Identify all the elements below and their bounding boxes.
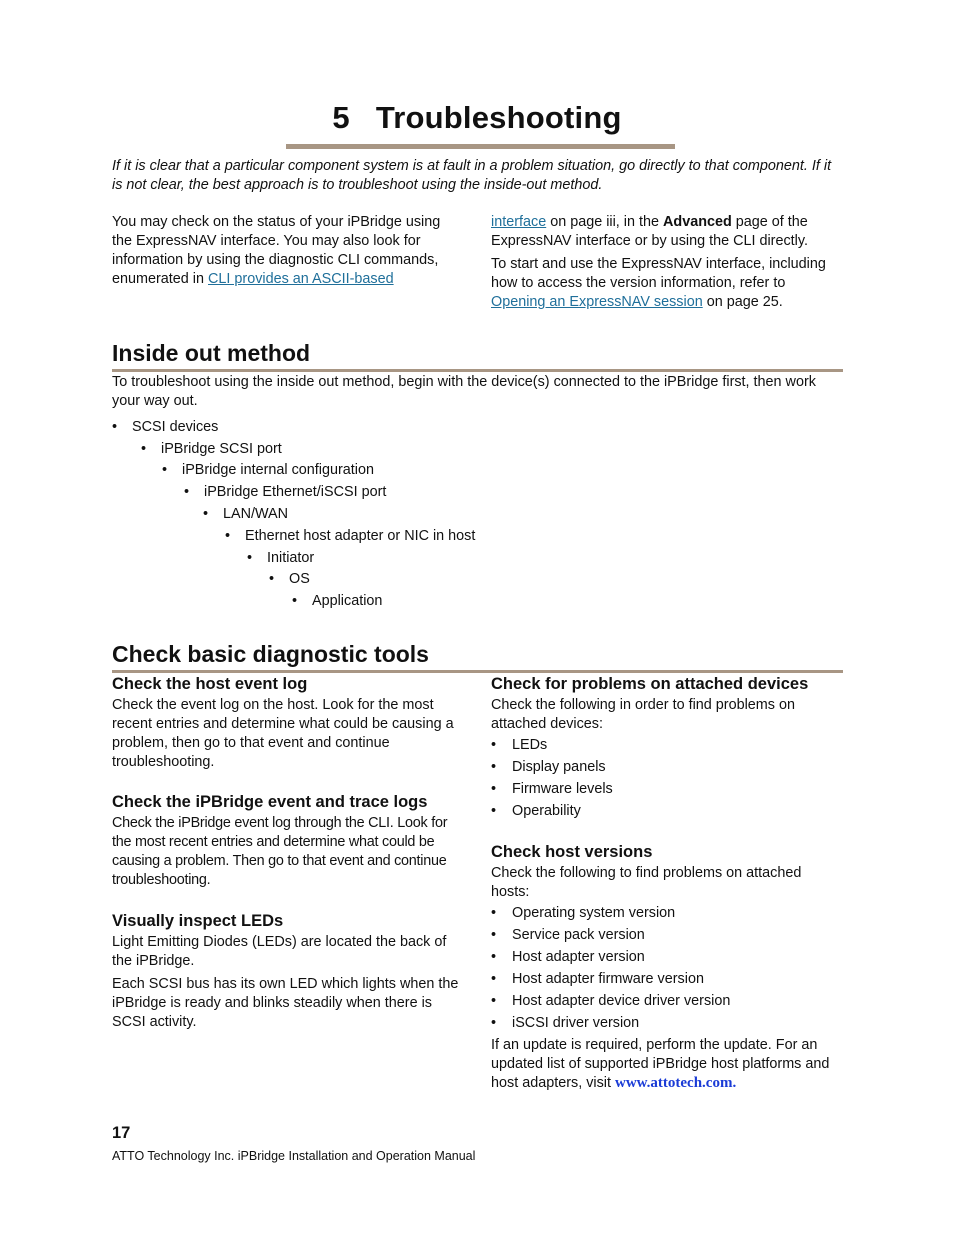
list-item-text: OS (289, 571, 310, 587)
list-item-text: Operability (512, 803, 581, 819)
page-number: 17 (112, 1124, 131, 1142)
list-item-text: Firmware levels (512, 781, 613, 797)
list-item-text: Operating system version (512, 905, 676, 921)
list-item: • iPBridge SCSI port (141, 441, 282, 457)
advanced-bold: Advanced (663, 214, 732, 230)
interface-link[interactable]: interface (491, 214, 547, 230)
bridge-logs-text: Check the iPBridge event log through the CLI. Look for the most recent entries and determine what could be causing a problem. Then go to that event and continue troubleshooting. (112, 815, 448, 888)
list-item: • Host adapter device driver version (491, 993, 731, 1009)
list-item: • SCSI devices (112, 419, 219, 435)
list-item: • iPBridge Ethernet/iSCSI port (184, 484, 387, 500)
website-link[interactable]: www.attotech.com. (614, 1075, 737, 1091)
overview-right-para (491, 213, 843, 251)
list-item-text: Host adapter device driver version (512, 993, 731, 1009)
host-versions-list (491, 902, 730, 1034)
overview-para2 (491, 255, 843, 312)
list-item-text: Application (312, 593, 383, 609)
cli-ascii-link[interactable]: CLI provides an ASCII-based (208, 271, 394, 287)
host-versions-closing (491, 1036, 843, 1093)
list-item-text: iPBridge internal configuration (182, 462, 374, 478)
manual-title: ATTO Technology Inc. iPBridge Installation and Operation Manual (112, 1149, 476, 1163)
host-log-title: Check the host event log (112, 675, 308, 693)
list-item: • iSCSI driver version (491, 1015, 640, 1031)
overview-left-text: You may check on the status of your iPBridge using the ExpressNAV interface. You may also look for information by using the diagnostic CLI commands, enumerated in (112, 214, 441, 287)
host-versions-text: Check the following to find problems on attached hosts: (491, 865, 802, 900)
list-item-text: Host adapter version (512, 949, 645, 965)
list-item: • Display panels (491, 759, 606, 775)
list-item-text: Ethernet host adapter or NIC in host (245, 528, 476, 544)
overview-right-text-b: page of the ExpressNAV interface or by using the CLI directly. (491, 214, 808, 249)
overview-right-text-a: on page iii, in the (546, 214, 664, 230)
list-item: • Ethernet host adapter or NIC in host (225, 528, 476, 544)
list-item: • Host adapter firmware version (491, 971, 704, 987)
list-item-text: Display panels (512, 759, 606, 775)
chapter-number: 5 (332, 100, 350, 135)
leds-text (112, 933, 462, 1036)
inside-out-rule (112, 369, 843, 372)
list-item-text: LEDs (512, 737, 548, 753)
list-item: • OS (269, 571, 310, 587)
list-item: • LAN/WAN (203, 506, 289, 522)
diagnostics-rule (112, 670, 843, 673)
chapter-title (0, 100, 954, 136)
chapter-rule (286, 144, 675, 149)
attached-text: Check the following in order to find problems on attached devices: (491, 697, 795, 732)
diagnostics-title: Check basic diagnostic tools (112, 641, 429, 667)
overview-para2-text: To start and use the ExpressNAV interface, including how to access the version information, refer to (491, 256, 826, 291)
attached-list (491, 734, 613, 822)
list-item: • Firmware levels (491, 781, 613, 797)
list-item: • Operating system version (491, 905, 676, 921)
list-item: • Initiator (247, 550, 315, 566)
list-item: • Service pack version (491, 927, 645, 943)
list-item-text: Initiator (267, 550, 315, 566)
chapter-intro: If it is clear that a particular component system is at fault in a problem situation, go directly to that component. If it is not clear, the best approach is to troubleshoot using the inside-out method. (112, 158, 832, 193)
overview-left (112, 213, 460, 289)
attached-title: Check for problems on attached devices (491, 675, 809, 693)
list-item: • Host adapter version (491, 949, 645, 965)
overview-para2-tail: on page 25. (702, 294, 783, 310)
leds-text-1: Light Emitting Diodes (LEDs) are located the back of the iPBridge. (112, 934, 447, 969)
inside-out-title: Inside out method (112, 340, 311, 366)
host-log-text: Check the event log on the host. Look for the most recent entries and determine what could be causing a problem, then go to that event and continue troubleshooting. (112, 697, 454, 770)
list-item-text: LAN/WAN (223, 506, 289, 522)
leds-title: Visually inspect LEDs (112, 912, 284, 930)
list-item-text: iSCSI driver version (512, 1015, 640, 1031)
list-item: • Application (292, 593, 383, 609)
list-item-text: iPBridge Ethernet/iSCSI port (204, 484, 387, 500)
list-item: • Operability (491, 803, 581, 819)
list-item-text: Host adapter firmware version (512, 971, 704, 987)
list-item: • LEDs (491, 737, 548, 753)
inside-out-text: To troubleshoot using the inside out method, begin with the device(s) connected to the iPBridge first, then work your way out. (112, 374, 816, 409)
closing-text: If an update is required, perform the update. For an updated list of supported iPBridge host platforms and host adapters, visit (491, 1037, 830, 1091)
overview-right (491, 213, 843, 316)
expressnav-session-link[interactable]: Opening an ExpressNAV session (491, 294, 703, 310)
list-item: • iPBridge internal configuration (162, 462, 374, 478)
bridge-logs-title: Check the iPBridge event and trace logs (112, 793, 428, 811)
host-versions-title: Check host versions (491, 843, 653, 861)
list-item-text: iPBridge SCSI port (161, 441, 282, 457)
chapter-title-text: Troubleshooting (375, 100, 622, 135)
list-item-text: SCSI devices (132, 419, 219, 435)
list-item-text: Service pack version (512, 927, 645, 943)
leds-text-2: Each SCSI bus has its own LED which lights when the iPBridge is ready and blinks steadily when there is SCSI activity. (112, 976, 459, 1030)
